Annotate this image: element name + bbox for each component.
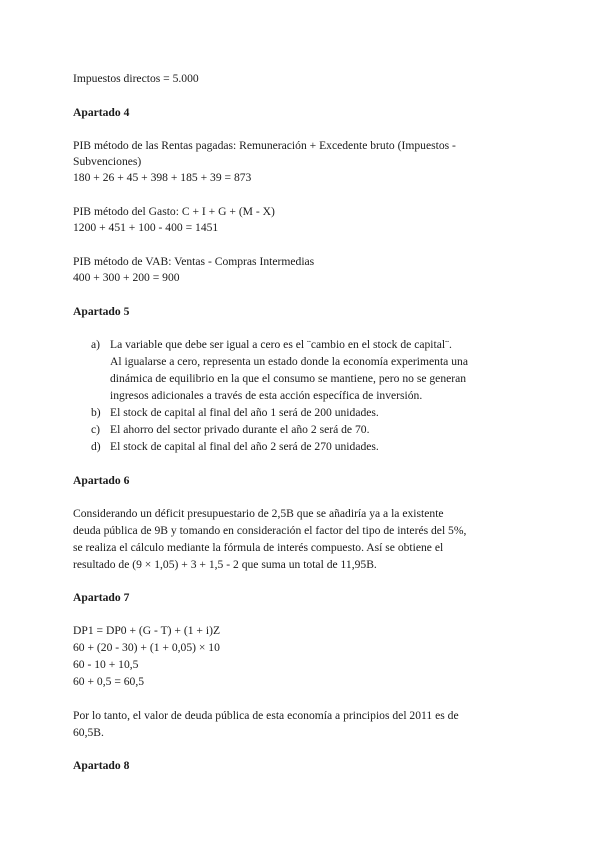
- list-item-a-line-1: La variable que debe ser igual a cero es el ¨cambio en el stock de capital¨.: [110, 338, 452, 351]
- heading-apartado-6: Apartado 6: [73, 474, 130, 487]
- ap7-conclusion-line-2: 60,5B.: [73, 726, 104, 739]
- gasto-calc: 1200 + 451 + 100 - 400 = 1451: [73, 221, 219, 234]
- ap6-line-4: resultado de (9 × 1,05) + 3 + 1,5 - 2 que suma un total de 11,95B.: [73, 558, 377, 571]
- ap7-calc-line-4: 60 + 0,5 = 60,5: [73, 675, 145, 688]
- ap6-line-2: deuda pública de 9B y tomando en consideración el factor del tipo de interés del 5%,: [73, 524, 467, 537]
- ap7-conclusion-line-1: Por lo tanto, el valor de deuda pública de esta economía a principios del 2011 es de: [73, 709, 459, 722]
- list-marker-d: d): [91, 440, 101, 453]
- list-item-d: El stock de capital al final del año 2 será de 270 unidades.: [110, 440, 379, 453]
- gasto-title: PIB método del Gasto: C + I + G + (M - X): [73, 205, 275, 218]
- rentas-line-1: PIB método de las Rentas pagadas: Remuneración + Excedente bruto (Impuestos -: [73, 139, 456, 152]
- list-item-c: El ahorro del sector privado durante el año 2 será de 70.: [110, 423, 370, 436]
- ap7-calc-line-3: 60 - 10 + 10,5: [73, 658, 139, 671]
- ap7-calc-line-2: 60 + (20 - 30) + (1 + 0,05) × 10: [73, 641, 220, 654]
- heading-apartado-4: Apartado 4: [73, 106, 130, 119]
- list-item-b: El stock de capital al final del año 1 será de 200 unidades.: [110, 406, 379, 419]
- ap7-calc-line-1: DP1 = DP0 + (G - T) + (1 + i)Z: [73, 624, 221, 637]
- rentas-calc: 180 + 26 + 45 + 398 + 185 + 39 = 873: [73, 171, 252, 184]
- list-marker-c: c): [91, 423, 101, 436]
- ap6-line-1: Considerando un déficit presupuestario de 2,5B que se añadiría ya a la existente: [73, 507, 444, 520]
- heading-apartado-5: Apartado 5: [73, 305, 130, 318]
- heading-apartado-7: Apartado 7: [73, 591, 130, 604]
- ap6-line-3: se realiza el cálculo mediante la fórmula de interés compuesto. Así se obtiene el: [73, 541, 444, 554]
- list-marker-b: b): [91, 406, 101, 419]
- list-item-a-line-4: ingresos adicionales a través de esta acción específica de inversión.: [110, 389, 423, 402]
- vab-title: PIB método de VAB: Ventas - Compras Intermedias: [73, 255, 315, 268]
- heading-apartado-8: Apartado 8: [73, 759, 130, 772]
- list-item-a-line-3: dinámica de equilibrio en la que el consumo se mantiene, pero no se generan: [110, 372, 467, 385]
- list-item-a-line-2: Al igualarse a cero, representa un estado donde la economía experimenta una: [110, 355, 468, 368]
- rentas-line-2: Subvenciones): [73, 155, 142, 168]
- list-marker-a: a): [91, 338, 101, 351]
- vab-calc: 400 + 300 + 200 = 900: [73, 271, 180, 284]
- intro-line: Impuestos directos = 5.000: [73, 72, 199, 85]
